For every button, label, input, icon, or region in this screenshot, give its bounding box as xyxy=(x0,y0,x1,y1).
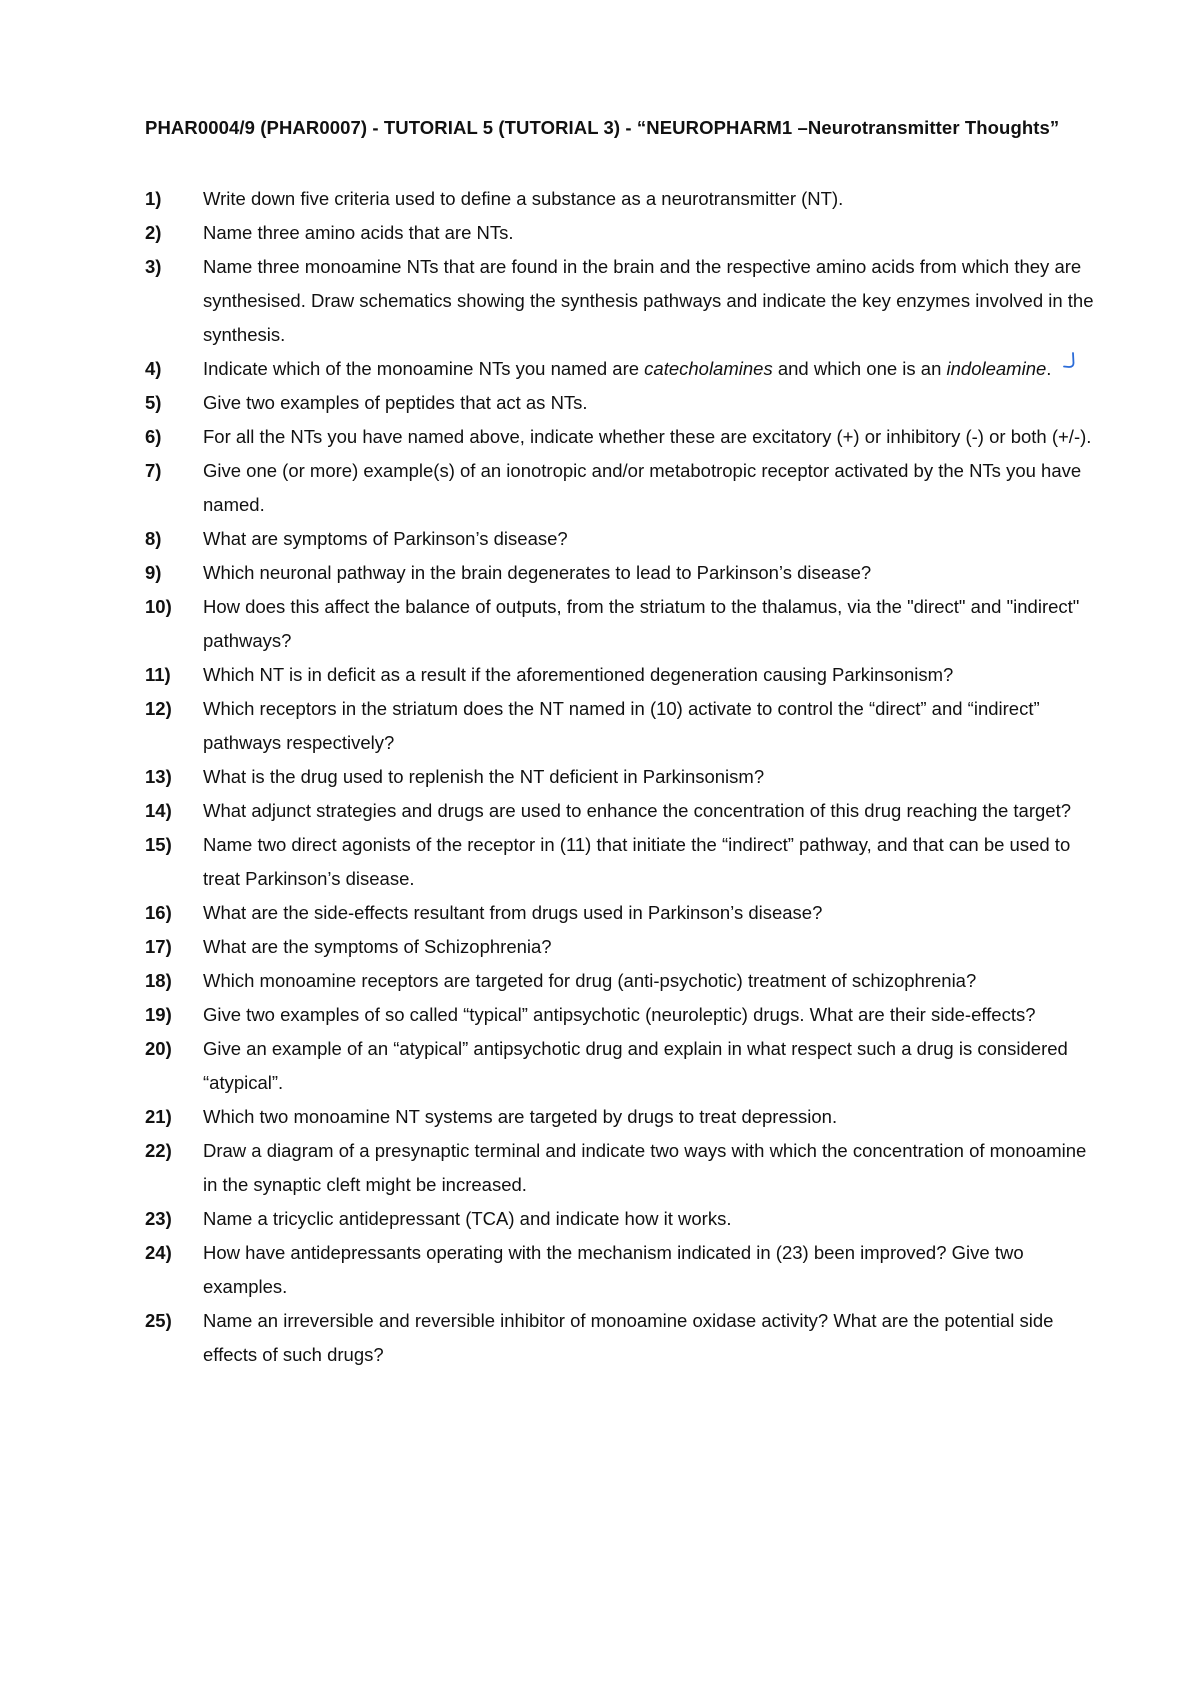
question-item xyxy=(145,250,1105,352)
question-number: 13) xyxy=(145,766,172,787)
question-text: Name a tricyclic antidepressant (TCA) and indicate how it works. xyxy=(203,1208,732,1229)
question-item xyxy=(145,182,1105,216)
question-item xyxy=(145,352,1105,386)
question-item xyxy=(145,998,1105,1032)
question-number: 25) xyxy=(145,1310,172,1331)
question-item xyxy=(145,420,1105,454)
question-text: Write down five criteria used to define a substance as a neurotransmitter (NT). xyxy=(203,188,844,209)
question-item xyxy=(145,964,1105,998)
question-text: Give two examples of peptides that act as NTs. xyxy=(203,392,588,413)
question-text: Which neuronal pathway in the brain degenerates to lead to Parkinson’s disease? xyxy=(203,562,872,583)
question-item xyxy=(145,556,1105,590)
question-number: 11) xyxy=(145,664,171,685)
question-number: 5) xyxy=(145,392,162,413)
question-number: 4) xyxy=(145,358,162,379)
question-number: 18) xyxy=(145,970,172,991)
question-list xyxy=(145,182,1105,1372)
italic-term: catecholamines xyxy=(644,358,773,379)
question-item xyxy=(145,386,1105,420)
question-text: Name an irreversible and reversible inhibitor of monoamine oxidase activity? What are the potential side effects of such drugs? xyxy=(203,1310,1054,1365)
question-text: Name three amino acids that are NTs. xyxy=(203,222,514,243)
question-text: What are symptoms of Parkinson’s disease? xyxy=(203,528,568,549)
question-number: 22) xyxy=(145,1140,172,1161)
question-text: What adjunct strategies and drugs are used to enhance the concentration of this drug reaching the target? xyxy=(203,800,1072,821)
question-item xyxy=(145,760,1105,794)
question-number: 1) xyxy=(145,188,162,209)
question-number: 2) xyxy=(145,222,162,243)
question-item xyxy=(145,1202,1105,1236)
question-number: 17) xyxy=(145,936,172,957)
question-number: 24) xyxy=(145,1242,172,1263)
question-text xyxy=(203,352,1105,386)
question-text: What are the symptoms of Schizophrenia? xyxy=(203,936,552,957)
question-item xyxy=(145,828,1105,896)
question-number: 21) xyxy=(145,1106,172,1127)
question-text: Draw a diagram of a presynaptic terminal and indicate two ways with which the concentration of monoamine in the synaptic cleft might be increased. xyxy=(203,1140,1087,1195)
question-text-part: . xyxy=(1046,358,1052,379)
italic-term: indoleamine xyxy=(946,358,1047,379)
question-text: Which NT is in deficit as a result if the aforementioned degeneration causing Parkinsonism? xyxy=(203,664,954,685)
question-item xyxy=(145,794,1105,828)
question-text-part: Indicate which of the monoamine NTs you named are xyxy=(203,358,645,379)
question-text: How have antidepressants operating with the mechanism indicated in (23) been improved? Give two examples. xyxy=(203,1242,1024,1297)
question-text: Give an example of an “atypical” antipsychotic drug and explain in what respect such a drug is considered “atypical”. xyxy=(203,1038,1068,1093)
question-item xyxy=(145,658,1105,692)
question-number: 20) xyxy=(145,1038,172,1059)
question-text: What are the side-effects resultant from drugs used in Parkinson’s disease? xyxy=(203,902,823,923)
question-item xyxy=(145,522,1105,556)
question-text: How does this affect the balance of outputs, from the striatum to the thalamus, via the "direct" and "indirect" pathways? xyxy=(203,596,1080,651)
question-item xyxy=(145,1134,1105,1202)
question-number: 12) xyxy=(145,698,172,719)
question-item xyxy=(145,896,1105,930)
question-text: Which two monoamine NT systems are targeted by drugs to treat depression. xyxy=(203,1106,838,1127)
document-title: PHAR0004/9 (PHAR0007) - TUTORIAL 5 (TUTORIAL 3) - “NEUROPHARM1 –Neurotransmitter Thoughts” xyxy=(145,117,1060,138)
question-item xyxy=(145,930,1105,964)
question-text: What is the drug used to replenish the NT deficient in Parkinsonism? xyxy=(203,766,765,787)
question-item xyxy=(145,1236,1105,1304)
question-number: 6) xyxy=(145,426,162,447)
question-number: 19) xyxy=(145,1004,172,1025)
question-item xyxy=(145,1032,1105,1100)
question-text: Give two examples of so called “typical” antipsychotic (neuroleptic) drugs. What are their side-effects? xyxy=(203,1004,1036,1025)
question-item xyxy=(145,454,1105,522)
question-item xyxy=(145,692,1105,760)
question-text: Which receptors in the striatum does the NT named in (10) activate to control the “direct” and “indirect” pathways respectively? xyxy=(203,698,1040,753)
question-text: Which monoamine receptors are targeted for drug (anti-psychotic) treatment of schizophrenia? xyxy=(203,970,977,991)
question-number: 15) xyxy=(145,834,172,855)
question-number: 14) xyxy=(145,800,172,821)
question-text: Name three monoamine NTs that are found in the brain and the respective amino acids from which they are synthesised. Draw schematics showing the synthesis pathways and indicate the key enzymes involved in the synthesis. xyxy=(203,256,1094,345)
question-text: For all the NTs you have named above, indicate whether these are excitatory (+) or inhibitory (-) or both (+/-). xyxy=(203,426,1092,447)
question-item xyxy=(145,1304,1105,1372)
question-item xyxy=(145,216,1105,250)
question-item xyxy=(145,1100,1105,1134)
question-number: 23) xyxy=(145,1208,172,1229)
question-number: 10) xyxy=(145,596,172,617)
question-text-part: and which one is an xyxy=(772,358,947,379)
annotation-hook-icon xyxy=(1063,352,1077,370)
question-text: Name two direct agonists of the receptor in (11) that initiate the “indirect” pathway, and that can be used to treat Parkinson’s disease. xyxy=(203,834,1071,889)
question-number: 8) xyxy=(145,528,162,549)
question-number: 16) xyxy=(145,902,172,923)
question-number: 3) xyxy=(145,256,162,277)
question-number: 7) xyxy=(145,460,162,481)
question-number: 9) xyxy=(145,562,162,583)
question-item xyxy=(145,590,1105,658)
question-text: Give one (or more) example(s) of an ionotropic and/or metabotropic receptor activated by the NTs you have named. xyxy=(203,460,1082,515)
